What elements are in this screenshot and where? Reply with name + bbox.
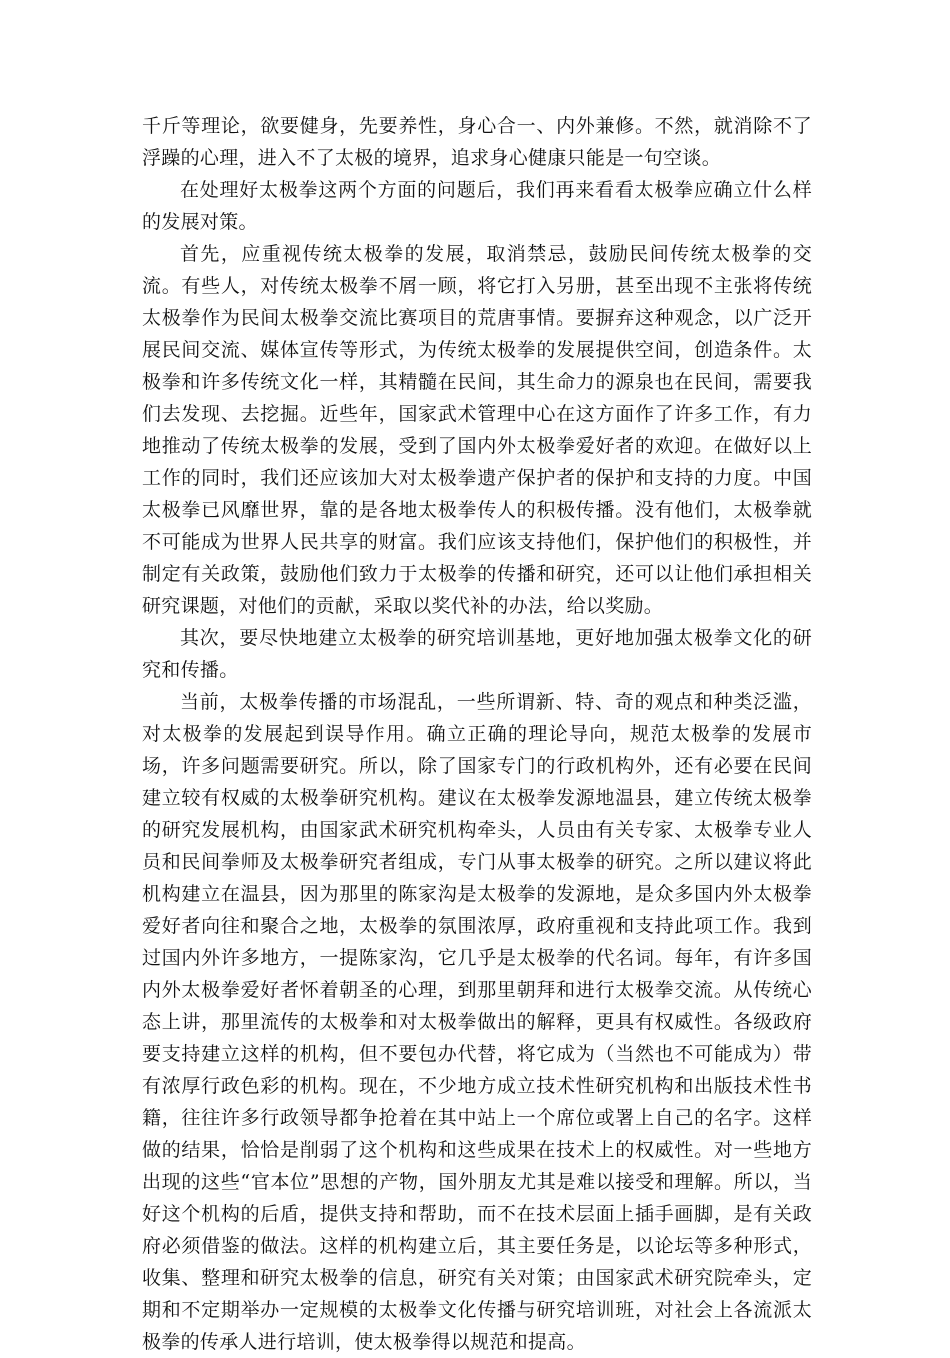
paragraph-2: 在处理好太极拳这两个方面的问题后，我们再来看看太极拳应确立什么样的发展对策。: [142, 179, 812, 233]
paragraph-1: 千斤等理论，欲要健身，先要养性，身心合一、内外兼修。不然，就消除不了浮躁的心理，进入不了太极的境界，追求身心健康只能是一句空谈。: [142, 115, 812, 169]
paragraph-3: 首先，应重视传统太极拳的发展，取消禁忌，鼓励民间传统太极拳的交流。有些人，对传统太极拳不屑一顾，将它打入另册，甚至出现不主张将传统太极拳作为民间太极拳交流比赛项目的荒唐事情。要摒弃这种观念，以广泛开展民间交流、媒体宣传等形式，为传统太极拳的发展提供空间，创造条件。太极拳和许多传统文化一样，其精髓在民间，其生命力的源泉也在民间，需要我们去发现、去挖掘。近些年，国家武术管理中心在这方面作了许多工作，有力地推动了传统太极拳的发展，受到了国内外太极拳爱好者的欢迎。在做好以上工作的同时，我们还应该加大对太极拳遗产保护者的保护和支持的力度。中国太极拳已风靡世界，靠的是各地太极拳传人的积极传播。没有他们，太极拳就不可能成为世界人民共享的财富。我们应该支持他们，保护他们的积极性，并制定有关政策，鼓励他们致力于太极拳的传播和研究，还可以让他们承担相关研究课题，对他们的贡献，采取以奖代补的办法，给以奖励。: [142, 243, 812, 617]
paragraph-5: 当前，太极拳传播的市场混乱，一些所谓新、特、奇的观点和种类泛滥，对太极拳的发展起到误导作用。确立正确的理论导向，规范太极拳的发展市场，许多问题需要研究。所以，除了国家专门的行政机构外，还有必要在民间建立较有权威的太极拳研究机构。建议在太极拳发源地温县，建立传统太极拳的研究发展机构，由国家武术研究机构牵头，人员由有关专家、太极拳专业人员和民间拳师及太极拳研究者组成，专门从事太极拳的研究。之所以建议将此机构建立在温县，因为那里的陈家沟是太极拳的发源地，是众多国内外太极拳爱好者向往和聚合之地，太极拳的氛围浓厚，政府重视和支持此项工作。我到过国内外许多地方，一提陈家沟，它几乎是太极拳的代名词。每年，有许多国内外太极拳爱好者怀着朝圣的心理，到那里朝拜和进行太极拳交流。从传统心态上讲，那里流传的太极拳和对太极拳做出的解释，更具有权威性。各级政府要支持建立这样的机构，但不要包办代替，将它成为（当然也不可能成为）带有浓厚行政色彩的机构。现在，不少地方成立技术性研究机构和出版技术性书籍，往往许多行政领导都争抢着在其中站上一个席位或署上自己的名字。这样做的结果，恰恰是削弱了这个机构和这些成果在技术上的权威性。对一些地方出现的这些“官本位”思想的产物，国外朋友尤其是难以接受和理解。所以，当好这个机构的后盾，提供支持和帮助，而不在技术层面上插手画脚，是有关政府必须借鉴的做法。这样的机构建立后，其主要任务是，以论坛等多种形式，收集、整理和研究太极拳的信息，研究有关对策；由国家武术研究院牵头，定期和不定期举办一定规模的太极拳文化传播与研究培训班，对社会上各流派太极拳的传承人进行培训，使太极拳得以规范和提高。: [142, 691, 812, 1353]
document-body: [142, 110, 812, 1358]
paragraph-4: 其次，要尽快地建立太极拳的研究培训基地，更好地加强太极拳文化的研究和传播。: [142, 627, 812, 681]
